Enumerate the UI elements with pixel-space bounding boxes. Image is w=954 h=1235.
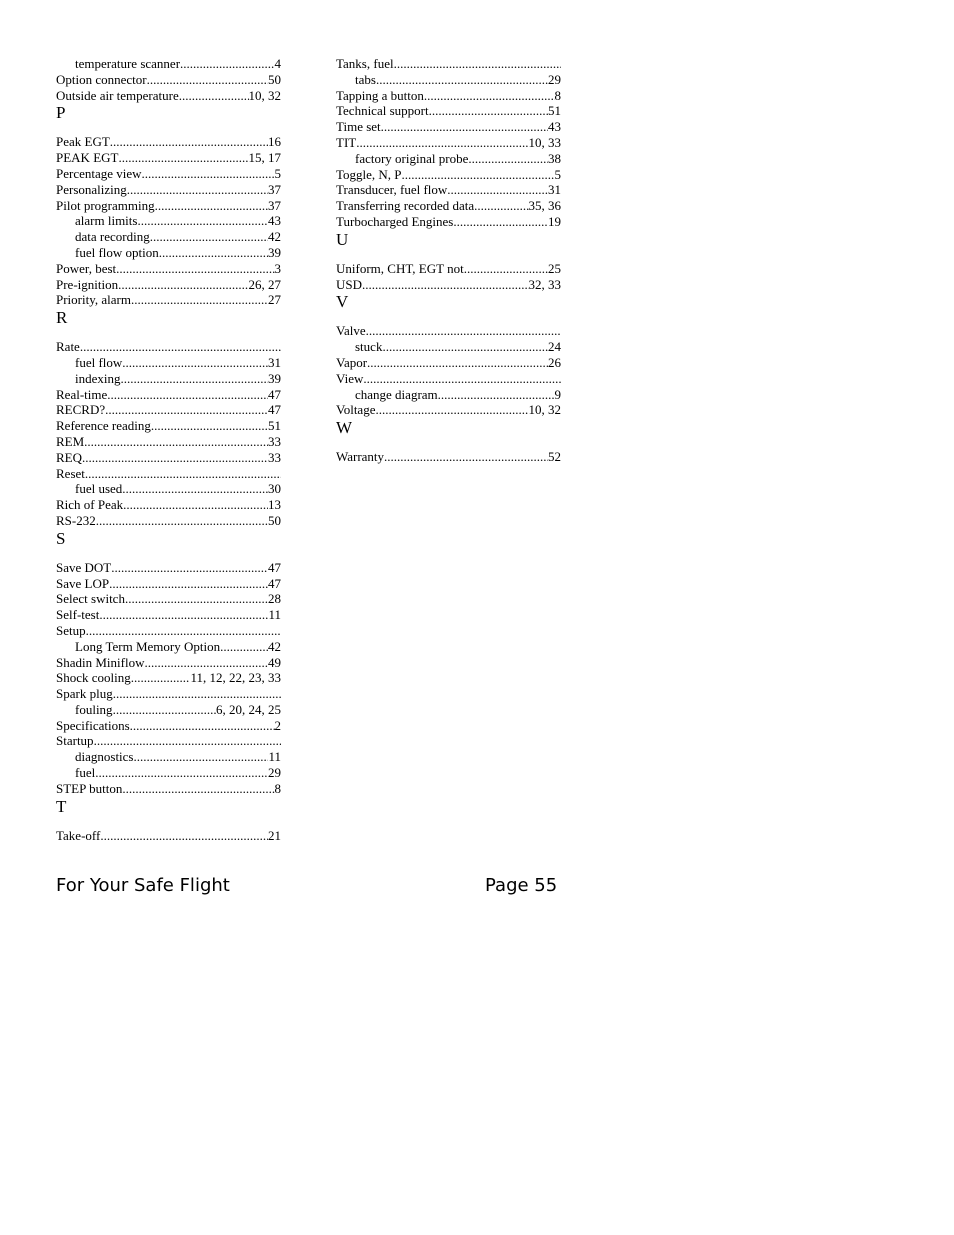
index-subentry <box>56 355 281 371</box>
index-subentry <box>56 481 281 497</box>
index-page-numbers: 8 <box>554 87 561 103</box>
index-subentry <box>336 151 561 167</box>
dot-leader <box>109 576 268 592</box>
dot-leader <box>362 277 528 293</box>
index-term: Setup <box>56 622 86 638</box>
index-term: Tanks, fuel <box>336 56 394 71</box>
index-term: Toggle, N, P <box>336 166 402 182</box>
index-entry <box>56 828 281 844</box>
dot-leader <box>118 277 248 293</box>
index-entry <box>336 198 561 214</box>
index-entry <box>56 418 281 434</box>
index-entry <box>56 655 281 671</box>
index-entry <box>56 277 281 293</box>
index-page-numbers: 33 <box>268 449 281 465</box>
index-section-letter: W <box>336 418 353 438</box>
index-page-numbers: 32, 33 <box>528 276 561 292</box>
dot-leader <box>447 182 548 198</box>
index-term: Take-off <box>56 827 101 843</box>
index-term: STEP button <box>56 780 123 796</box>
index-term: factory original probe <box>355 150 469 166</box>
index-page-numbers: 29 <box>548 71 561 87</box>
index-entry <box>56 733 281 749</box>
index-page-numbers: 42 <box>268 638 281 654</box>
index-term: Pre-ignition <box>56 276 119 292</box>
index-entry <box>336 56 561 72</box>
index-term: Save LOP <box>56 575 110 591</box>
dot-leader <box>130 718 275 734</box>
index-entry <box>56 607 281 623</box>
index-page-numbers: 24 <box>548 339 561 355</box>
index-entry <box>56 182 281 198</box>
dot-leader <box>125 591 268 607</box>
dot-leader <box>381 119 548 135</box>
index-page-numbers: 31 <box>268 354 281 370</box>
dot-leader <box>118 150 248 166</box>
dot-leader <box>376 72 548 88</box>
index-page-numbers: 9 <box>554 386 561 402</box>
index-page-numbers: 26, 27 <box>248 276 281 292</box>
dot-leader <box>122 781 274 797</box>
index-term: Turbocharged Engines <box>336 213 454 229</box>
index-entry <box>56 72 281 88</box>
index-page-numbers: 2 <box>274 717 281 733</box>
index-entry <box>56 623 281 639</box>
index-entry <box>56 292 281 308</box>
page-number: Page 55 <box>485 875 558 896</box>
index-term: RECRD? <box>56 402 106 418</box>
index-section-letter: V <box>336 292 349 312</box>
index-term: RS-232 <box>56 512 96 528</box>
index-page-numbers: 30 <box>268 481 281 497</box>
dot-leader <box>179 88 249 104</box>
index-subentry <box>56 749 281 765</box>
index-term: tabs <box>355 71 376 87</box>
index-section-letter: T <box>56 796 67 816</box>
index-term: Technical support <box>336 103 429 119</box>
index-term: Transferring recorded data <box>336 198 475 214</box>
dot-leader <box>110 134 268 150</box>
dot-leader <box>384 449 548 465</box>
index-page-numbers: 47 <box>268 386 281 402</box>
index-page-numbers: 31 <box>548 182 561 198</box>
index-page-numbers: 4 <box>274 56 281 71</box>
index-term: REQ <box>56 449 82 465</box>
index-page-numbers: 39 <box>268 244 281 260</box>
index-subentry <box>56 765 281 781</box>
index-term: change diagram <box>355 386 438 402</box>
index-entry <box>336 277 561 293</box>
dot-leader <box>142 166 275 182</box>
index-term: Uniform, CHT, EGT not <box>336 260 464 276</box>
dot-leader <box>127 182 268 198</box>
index-section-letter: R <box>56 308 68 328</box>
dot-leader <box>107 387 268 403</box>
index-page-numbers: 39 <box>268 370 281 386</box>
dot-leader <box>121 371 269 387</box>
index-term: data recording <box>75 229 150 245</box>
index-page-numbers: 28 <box>268 591 281 607</box>
dot-leader <box>123 497 268 513</box>
index-page-numbers: 10, 33 <box>528 134 561 150</box>
dot-leader <box>85 466 281 482</box>
index-page-numbers: 6, 20, 24, 25 <box>216 701 281 717</box>
index-entry <box>336 167 561 183</box>
index-subentry <box>56 229 281 245</box>
index-term: Voltage <box>336 402 376 418</box>
index-entry <box>56 402 281 418</box>
index-page-numbers: 29 <box>268 765 281 781</box>
index-page-numbers: 49 <box>268 654 281 670</box>
dot-leader <box>150 229 268 245</box>
index-entry <box>336 182 561 198</box>
index-term: REM <box>56 433 85 449</box>
dot-leader <box>394 56 561 72</box>
index-term: TIT <box>336 134 357 150</box>
dot-leader <box>147 72 268 88</box>
index-entry <box>336 449 561 465</box>
index-entry <box>336 214 561 230</box>
index-entry <box>56 261 281 277</box>
dot-leader <box>100 828 268 844</box>
index-term: Select switch <box>56 591 125 607</box>
index-entry <box>336 323 561 339</box>
index-page-numbers: 13 <box>268 497 281 513</box>
index-entry <box>56 166 281 182</box>
index-term: Rate <box>56 339 80 355</box>
index-section-letter: U <box>336 229 349 249</box>
index-term: Reset <box>56 465 85 481</box>
index-entry <box>56 781 281 797</box>
index-entry <box>336 402 561 418</box>
dot-leader <box>424 88 555 104</box>
index-term: indexing <box>75 370 121 386</box>
index-term: Vapor <box>336 354 368 370</box>
index-term: Specifications <box>56 717 130 733</box>
index-page-numbers: 16 <box>268 134 281 150</box>
index-term: Rich of Peak <box>56 497 124 513</box>
index-page-numbers: 3 <box>274 260 281 276</box>
index-page-numbers: 37 <box>268 197 281 213</box>
dot-leader <box>105 402 268 418</box>
index-page-numbers: 11 <box>268 607 281 623</box>
index-term: Option connector <box>56 71 147 87</box>
index-page-numbers: 10, 32 <box>248 87 281 103</box>
index-column-right <box>336 56 561 465</box>
index-term: fuel flow <box>75 354 123 370</box>
index-entry <box>336 119 561 135</box>
dot-leader <box>429 103 548 119</box>
index-entry <box>336 88 561 104</box>
index-entry <box>56 560 281 576</box>
index-term: Tapping a button <box>336 87 424 103</box>
index-entry <box>336 261 561 277</box>
index-subentry <box>56 371 281 387</box>
dot-leader <box>111 560 268 576</box>
dot-leader <box>94 733 281 749</box>
index-term: PEAK EGT <box>56 150 119 166</box>
index-term: View <box>336 370 364 386</box>
index-term: Personalizing <box>56 181 127 197</box>
index-page-numbers: 42 <box>268 229 281 245</box>
index-page-numbers: 35, 36 <box>528 198 561 214</box>
index-subentry <box>336 72 561 88</box>
index-entry <box>56 134 281 150</box>
index-term: Self-test <box>56 607 100 623</box>
index-page-numbers: 25 <box>548 260 561 276</box>
index-column-left <box>56 56 281 843</box>
index-entry <box>336 135 561 151</box>
dot-leader <box>375 402 528 418</box>
index-term: USD <box>336 276 363 292</box>
index-term: fuel used <box>75 481 123 497</box>
index-subentry <box>336 387 561 403</box>
dot-leader <box>155 198 268 214</box>
index-page-numbers: 10, 32 <box>528 402 561 418</box>
index-term: Pilot programming <box>56 197 155 213</box>
dot-leader <box>82 450 268 466</box>
index-page-numbers: 50 <box>268 71 281 87</box>
dot-leader <box>131 670 191 686</box>
index-term: Valve <box>336 323 366 339</box>
index-term: alarm limits <box>75 213 138 229</box>
index-entry <box>336 355 561 371</box>
index-page-numbers: 37 <box>268 181 281 197</box>
index-entry <box>56 576 281 592</box>
index-subentry <box>56 213 281 229</box>
index-section-letter: S <box>56 528 66 548</box>
index-section-letter: P <box>56 103 66 123</box>
index-page-numbers: 47 <box>268 575 281 591</box>
index-page-numbers: 5 <box>274 165 281 181</box>
dot-leader <box>137 213 268 229</box>
index-term: Percentage view <box>56 165 142 181</box>
dot-leader <box>95 765 268 781</box>
dot-leader <box>116 261 274 277</box>
index-term: Time set <box>336 119 381 135</box>
dot-leader <box>113 686 281 702</box>
dot-leader <box>144 655 268 671</box>
index-page-numbers: 26 <box>548 354 561 370</box>
index-term: Priority, alarm <box>56 292 131 308</box>
index-entry <box>56 434 281 450</box>
index-entry <box>56 466 281 482</box>
index-entry <box>56 497 281 513</box>
dot-leader <box>113 702 216 718</box>
index-term: fuel <box>75 765 96 781</box>
index-entry <box>56 150 281 166</box>
dot-leader <box>438 387 555 403</box>
index-page-numbers: 11, 12, 22, 23, 33 <box>190 670 281 686</box>
index-page-numbers: 47 <box>268 559 281 575</box>
index-entry <box>56 387 281 403</box>
index-subentry <box>56 702 281 718</box>
index-term: stuck <box>355 339 383 355</box>
index-term: Outside air temperature <box>56 87 179 103</box>
index-subentry <box>336 339 561 355</box>
index-entry <box>336 371 561 387</box>
footer-title: For Your Safe Flight <box>56 875 230 896</box>
dot-leader <box>474 198 528 214</box>
index-page-numbers: 11 <box>268 749 281 765</box>
dot-leader <box>151 418 268 434</box>
index-page-numbers: 15, 17 <box>248 150 281 166</box>
index-term: fouling <box>75 701 113 717</box>
index-entry <box>56 718 281 734</box>
index-page-numbers: 43 <box>268 213 281 229</box>
index-term: fuel flow option <box>75 244 159 260</box>
index-term: temperature scanner <box>75 56 181 71</box>
index-page-numbers: 8 <box>274 780 281 796</box>
index-subentry <box>56 245 281 261</box>
dot-leader <box>366 323 561 339</box>
index-term: Transducer, fuel flow <box>336 182 448 198</box>
dot-leader <box>159 245 268 261</box>
index-term: Power, best <box>56 260 117 276</box>
index-page-numbers: 27 <box>268 292 281 308</box>
index-subentry <box>56 56 281 72</box>
dot-leader <box>99 607 268 623</box>
index-term: Shock cooling <box>56 670 131 686</box>
index-page-numbers: 21 <box>268 827 281 843</box>
index-term: Spark plug <box>56 686 113 702</box>
index-entry <box>56 450 281 466</box>
index-page-numbers: 50 <box>268 512 281 528</box>
dot-leader <box>363 371 561 387</box>
index-term: Warranty <box>336 449 385 465</box>
index-entry <box>56 513 281 529</box>
dot-leader <box>468 151 548 167</box>
index-term: Reference reading <box>56 418 151 434</box>
index-entry <box>56 198 281 214</box>
dot-leader <box>122 355 268 371</box>
index-page-numbers: 52 <box>548 449 561 465</box>
dot-leader <box>131 292 268 308</box>
index-entry <box>56 339 281 355</box>
dot-leader <box>180 56 274 72</box>
dot-leader <box>453 214 548 230</box>
index-page-numbers: 33 <box>268 433 281 449</box>
dot-leader <box>80 339 281 355</box>
dot-leader <box>134 749 269 765</box>
dot-leader <box>382 339 548 355</box>
index-entry <box>336 103 561 119</box>
dot-leader <box>356 135 528 151</box>
dot-leader <box>122 481 268 497</box>
index-entry <box>56 591 281 607</box>
index-term: Shadin Miniflow <box>56 654 145 670</box>
index-page-numbers: 43 <box>548 119 561 135</box>
index-term: Save DOT <box>56 559 112 575</box>
dot-leader <box>464 261 548 277</box>
dot-leader <box>96 513 268 529</box>
index-term: Long Term Memory Option <box>75 638 221 654</box>
index-page-numbers: 47 <box>268 402 281 418</box>
dot-leader <box>220 639 268 655</box>
dot-leader <box>402 167 555 183</box>
index-page-numbers: 5 <box>554 166 561 182</box>
dot-leader <box>367 355 548 371</box>
index-entry <box>56 686 281 702</box>
index-entry <box>56 670 281 686</box>
index-term: Real-time <box>56 386 108 402</box>
dot-leader <box>86 623 281 639</box>
dot-leader <box>84 434 268 450</box>
index-term: Startup <box>56 733 94 749</box>
index-page-numbers: 51 <box>268 418 281 434</box>
index-term: diagnostics <box>75 749 134 765</box>
index-page-numbers: 19 <box>548 213 561 229</box>
index-entry <box>56 88 281 104</box>
index-page-numbers: 38 <box>548 150 561 166</box>
index-term: Peak EGT <box>56 134 110 150</box>
index-subentry <box>56 639 281 655</box>
index-page-numbers: 51 <box>548 103 561 119</box>
